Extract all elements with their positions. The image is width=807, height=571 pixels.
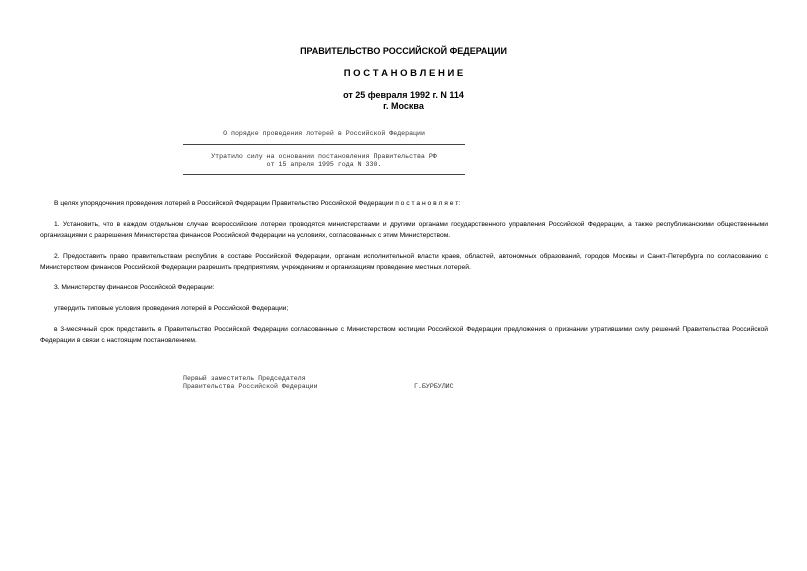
- title-divider-top: [183, 144, 465, 145]
- government-name: ПРАВИТЕЛЬСТВО РОССИЙСКОЙ ФЕДЕРАЦИИ: [300, 46, 507, 56]
- signatory-name: Г.БУРБУЛИС: [414, 383, 454, 390]
- signatory-position-line1: Первый заместитель Председателя: [183, 375, 306, 382]
- clause-3-item-1: утвердить типовые условия проведения лотерей в Российской Федерации;: [54, 305, 289, 312]
- clause-3-item-2: в 3-месячный срок представить в Правительство Российской Федерации согласованные с Министерством юстиции Российской Федерации предложения о признании утратившими силу решений Правительства Российской Федерации в связи с настоящим постановлением.: [40, 326, 768, 344]
- clause-1-paragraph: 1. Установить, что в каждом отдельном случае всероссийские лотереи проводятся министерствами и другими органами государственного управления Российской Федерации, а также республиканскими общественными организациями с разрешения Министерства финансов Российской Федерации на условиях, согласованных с этим Министерством.: [40, 221, 768, 239]
- title-divider-bottom: [183, 174, 465, 175]
- clause-2-paragraph: 2. Предоставить право правительствам республик в составе Российской Федерации, органам исполнительной власти краев, областей, автономных образований, городов Москвы и Санкт-Петербурга по согласованию с Министерством финансов Российской Федерации разрешить предприятиям, учреждениям и организациям проведение местных лотерей.: [40, 253, 768, 271]
- document-city: г. Москва: [383, 101, 424, 111]
- status-note-line2: от 15 апреля 1995 года N 330.: [266, 161, 382, 168]
- signatory-position-line2: Правительства Российской Федерации: [183, 383, 318, 390]
- preamble-paragraph: В целях упорядочения проведения лотерей в Российской Федерации Правительство Российской Федерации п о с т а н о в л я е т:: [54, 200, 461, 207]
- document-date-number: от 25 февраля 1992 г. N 114: [343, 90, 464, 100]
- clause-3-paragraph: 3. Министерству финансов Российской Федерации:: [54, 284, 215, 291]
- status-note-line1: Утратило силу на основании постановления Правительства РФ: [211, 153, 437, 160]
- document-type: П О С Т А Н О В Л Е Н И Е: [343, 68, 464, 79]
- document-subject: О порядке проведения лотерей в Российской Федерации: [223, 130, 425, 137]
